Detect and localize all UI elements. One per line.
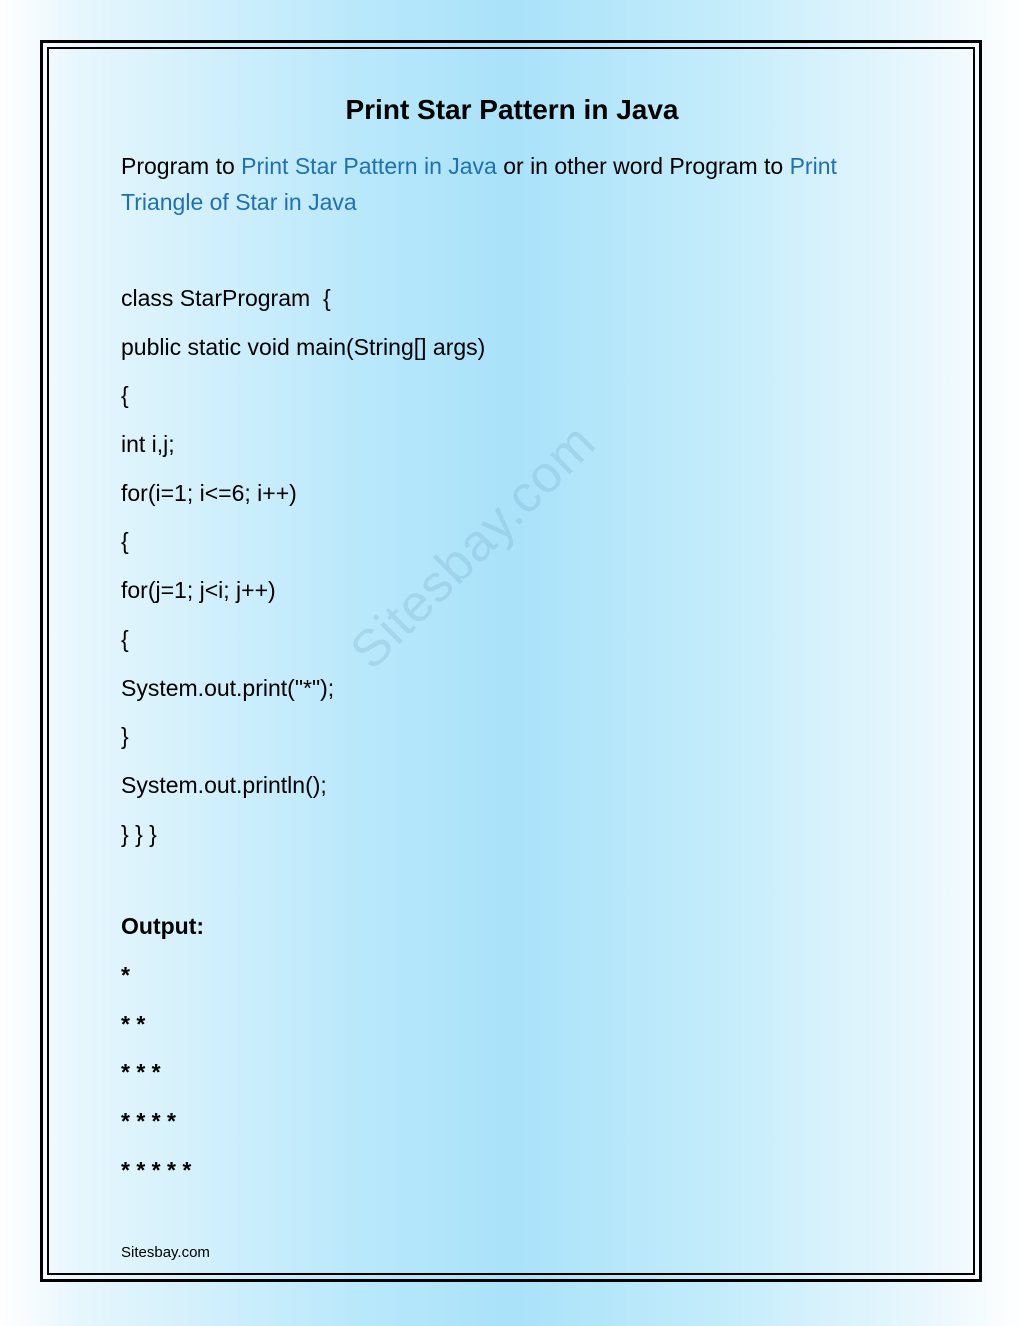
code-line: } } }: [121, 820, 157, 847]
code-line: {: [121, 528, 129, 555]
code-line: System.out.print("*");: [121, 674, 335, 701]
output-line: * * * * *: [121, 1156, 192, 1183]
output-line: *: [121, 962, 130, 988]
code-line: {: [121, 625, 129, 652]
code-line: {: [121, 382, 129, 409]
output-line: * *: [121, 1010, 146, 1037]
code-line: for(i=1; i<=6; i++): [121, 479, 297, 506]
code-line: for(j=1; j<i; j++): [121, 577, 276, 604]
page-title-text: Print Star Pattern in Java: [345, 94, 679, 125]
code-block: [121, 279, 485, 863]
code-line: class StarProgram {: [121, 285, 331, 311]
watermark: Sitesbay.com: [339, 413, 607, 681]
page-title: [0, 94, 1024, 126]
intro-text-1: Program to: [121, 153, 242, 179]
output-block: [121, 960, 191, 1203]
intro-text-2: or in other word Program to: [496, 153, 790, 179]
code-line: }: [121, 723, 129, 750]
intro-paragraph: [121, 148, 911, 220]
footer-text: Sitesbay.com: [121, 1244, 210, 1261]
link-print-triangle-of-star[interactable]: Print Triangle of Star in Java: [121, 153, 837, 215]
link-print-star-pattern[interactable]: Print Star Pattern in Java: [241, 153, 497, 179]
output-line: * * *: [121, 1059, 161, 1086]
output-label: Output:: [121, 913, 205, 939]
output-line: * * * *: [121, 1108, 176, 1135]
code-line: System.out.println();: [121, 771, 327, 798]
code-line: public static void main(String[] args): [121, 333, 486, 360]
code-line: int i,j;: [121, 431, 175, 458]
